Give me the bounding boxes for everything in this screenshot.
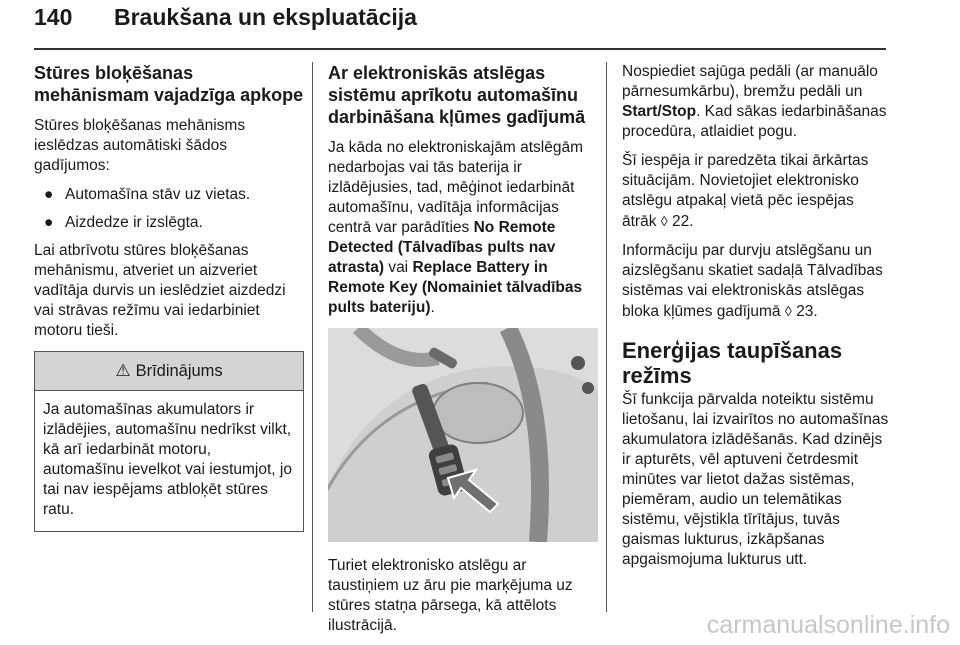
illustration-caption: Turiet elektronisko atslēgu ar taustiņiem uz āru pie marķējuma uz stūres statņa pārsega, kā attēlots ilustrācijā. — [328, 557, 573, 634]
paragraph-key-failure: Ja kāda no elektroniskajām atslēgām nedarbojas vai tās baterija ir izlādējusies, tad, mēģinot iedarbināt automašīnu, vadītāja informācijas centrā var parādīties No Remote Detected (Tālvadības pults nav atrasta) vai Replace Battery in Remote Key (Nomainiet tālvadības pults bateriju). — [328, 139, 584, 316]
page-reference[interactable]: 22 — [672, 213, 690, 230]
paragraph-door-locking: Informāciju par durvju atslēgšanu un aizslēgšanu skatiet sadaļā Tālvadības sistēmas vai elektroniskās atslēgas bloka kļūmes gadījumā ◊ 23. — [622, 242, 883, 320]
watermark: carmanualsonline.info — [706, 611, 950, 639]
column-divider — [312, 62, 313, 612]
bullet-icon: ● — [44, 214, 54, 231]
list-item: ● Automašīna stāv uz vietas. — [44, 186, 251, 203]
page-number: 140 — [34, 4, 73, 30]
warning-title: Brīdinājums — [135, 362, 223, 380]
start-stop-label: Start/Stop — [622, 103, 697, 120]
steering-column-illustration — [328, 328, 598, 542]
column-right — [622, 62, 892, 579]
section-heading-steering-lock: Stūres bloķēšanas mehānismam vajadzīga apkope — [34, 63, 304, 105]
paragraph-intro: Stūres bloķēšanas mehānisms ieslēdzas automātiski šādos gadījumos: — [34, 117, 246, 174]
bullet-list — [34, 185, 304, 233]
section-heading-electronic-key: Ar elektroniskās atslēgas sistēmu aprīkotu automašīnu darbināšana kļūmes gadījumā — [328, 63, 586, 127]
section-heading-energy-saving: Enerģijas taupīšanas režīms — [622, 338, 843, 388]
paragraph-energy-saving: Šī funkcija pārvalda noteiktu sistēmu lietošanu, lai izvairītos no automašīnas akumulatora izlādēšanās. Kad dzinējs ir apturēts, vēl aptuveni četrdesmit minūtes var lietot dažas sistēmas, piemēram, audio un telemātikas sistēmu, vējstikla tīrītājus, tuvās gaismas lukturus, izkāpšanas apgaismojuma lukturus utt. — [622, 391, 889, 568]
page-reference-icon: ◊ — [784, 303, 792, 319]
warning-text: Ja automašīnas akumulators ir izlādējies, automašīnu nedrīkst vilkt, kā arī iedarbināt motoru, automašīnu ievelkot vai iestumjot, jo tai nav iespējams atbloķēt stūres ratu. — [43, 401, 292, 518]
header-divider — [34, 48, 886, 50]
message-no-remote: No Remote Detected (Tālvadības pults nav atrasta) — [328, 219, 556, 276]
page-reference-icon: ◊ — [660, 213, 668, 229]
page-title: Braukšana un ekspluatācija — [114, 4, 417, 30]
paragraph-start-stop: Nospiediet sajūga pedāli (ar manuālo pārnesumkārbu), bremžu pedāli un Start/Stop. Kad sākas iedarbināšanas procedūra, atlaidiet pogu. — [622, 63, 887, 140]
warning-box — [34, 351, 304, 532]
bullet-icon: ● — [44, 186, 54, 203]
steering-column-key-image — [328, 328, 598, 542]
paragraph-release: Lai atbrīvotu stūres bloķēšanas mehānismu, atveriet un aizveriet vadītāja durvis un ieslēdziet aizdedzi vai strāvas režīmu vai iedarbiniet motoru tieši. — [34, 242, 286, 339]
warning-triangle-icon: ⚠ — [115, 361, 131, 380]
column-left — [34, 62, 304, 532]
column-divider — [606, 62, 607, 612]
list-item: ● Aizdedze ir izslēgta. — [44, 214, 203, 231]
page-reference[interactable]: 23 — [796, 303, 814, 320]
page-header — [34, 4, 886, 48]
paragraph-emergency: Šī iespēja ir paredzēta tikai ārkārtas situācijām. Novietojiet elektronisko atslēgu atpakaļ vietā pēc iespējas ātrāk ◊ 22. — [622, 152, 869, 230]
warning-header — [35, 352, 303, 391]
message-replace-battery: Replace Battery in Remote Key (Nomainiet tālvadības pults bateriju) — [328, 259, 583, 316]
column-middle — [328, 62, 598, 645]
